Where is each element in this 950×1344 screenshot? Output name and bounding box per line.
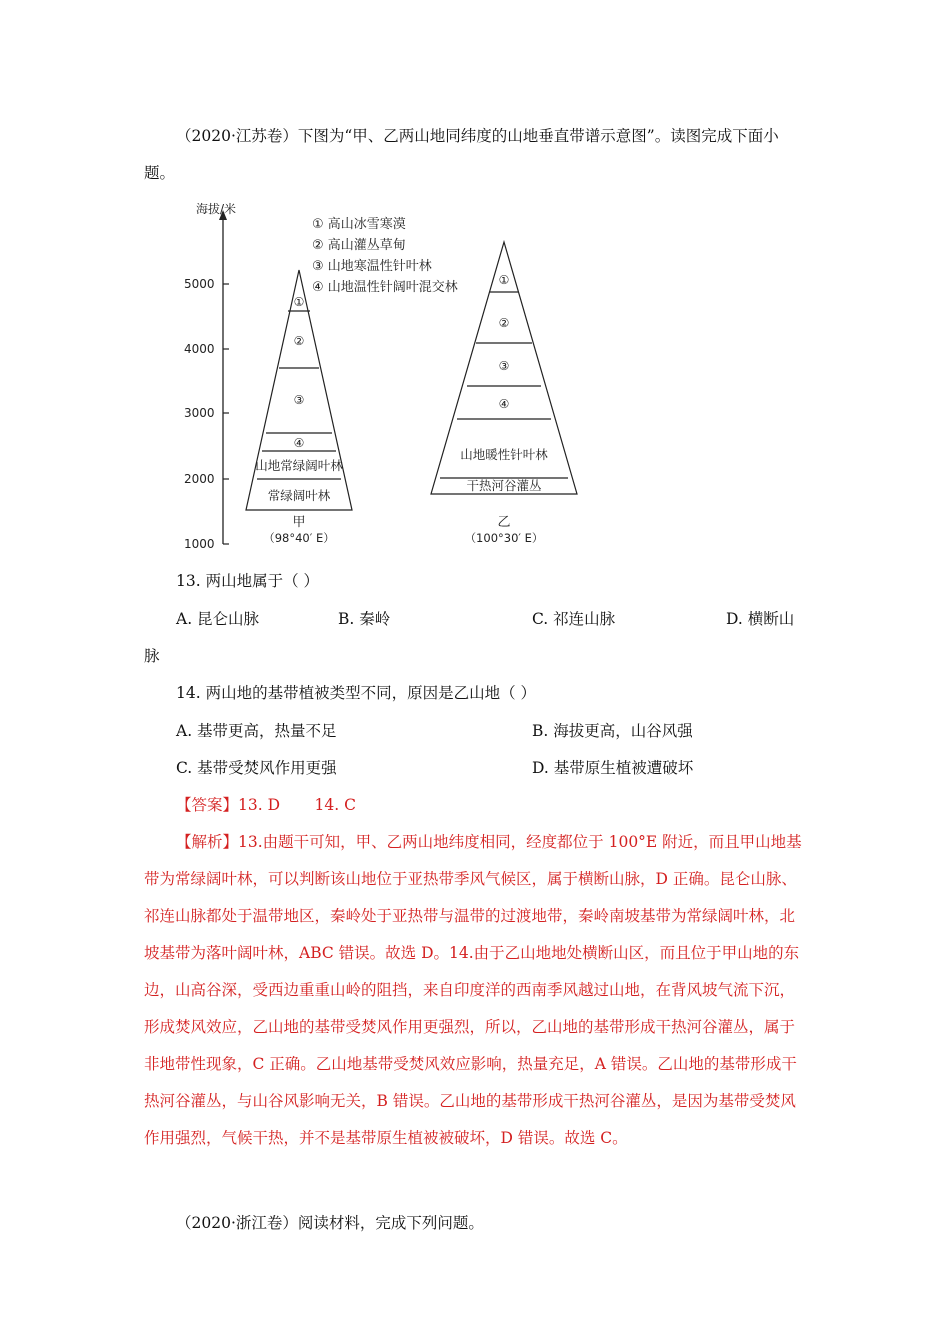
next-intro: （2020·浙江卷）阅读材料，完成下列问题。 bbox=[176, 1214, 484, 1232]
y-tick-label: 3000 bbox=[184, 406, 215, 420]
y-tick-label: 4000 bbox=[184, 342, 215, 356]
band-label: ③ bbox=[498, 359, 510, 373]
mountain-b-name: 乙 bbox=[497, 515, 511, 530]
q13-stem: 13. 两山地属于（ ） bbox=[176, 572, 320, 590]
q13-option-a: A. 昆仑山脉 bbox=[176, 610, 260, 628]
answer-value: 13. D 14. C bbox=[238, 796, 356, 814]
band-label: ③ bbox=[293, 393, 305, 407]
answer-line bbox=[176, 795, 356, 815]
y-axis-label: 海拔/米 bbox=[196, 202, 237, 216]
band-label: ④ bbox=[293, 436, 305, 450]
legend-item: ① 高山冰雪寒漠 bbox=[312, 217, 406, 232]
q14-stem: 14. 两山地的基带植被类型不同，原因是乙山地（ ） bbox=[176, 684, 537, 702]
band-label: ② bbox=[293, 334, 305, 348]
band-label: 干热河谷灌丛 bbox=[466, 478, 542, 493]
band-label: ④ bbox=[498, 397, 510, 411]
band-label: 常绿阔叶林 bbox=[267, 488, 331, 503]
band-label: 山地常绿阔叶林 bbox=[255, 458, 343, 473]
band-label: ① bbox=[498, 273, 510, 287]
band-label: ② bbox=[498, 316, 510, 330]
y-tick-label: 2000 bbox=[184, 472, 215, 486]
y-ticks bbox=[223, 284, 229, 544]
q13-option-c: C. 祁连山脉 bbox=[532, 610, 616, 628]
analysis-label: 【解析】 bbox=[176, 833, 239, 851]
answer-label: 【答案】 bbox=[176, 796, 239, 814]
vertical-zonation-diagram bbox=[180, 196, 600, 556]
q14-option-d: D. 基带原生植被遭破坏 bbox=[532, 759, 694, 777]
q13-option-d: D. 横断山 bbox=[726, 610, 795, 628]
q13-option-d-wrap: 脉 bbox=[144, 647, 160, 665]
q14-option-a: A. 基带更高，热量不足 bbox=[176, 722, 337, 740]
q14-option-b: B. 海拔更高，山谷风强 bbox=[532, 722, 693, 740]
band-label: 山地暖性针叶林 bbox=[460, 447, 548, 462]
analysis-text: 13.由题干可知，甲、乙两山地纬度相同，经度都位于 100°E 附近，而且甲山地基带为常绿阔叶林，可以判断该山地位于亚热带季风气候区，属于横断山脉，D 正确。昆仑山脉、祁连山脉都处于温带地区，秦岭处于亚热带与温带的过渡地带，秦岭南坡基带为常绿阔叶林，北坡基带为落叶阔叶林，ABC 错误。故选 D。14.由于乙山地地处横断山区，而且位于甲山地的东边，山高谷深，受西边重重山岭的阻挡，来自印度洋的西南季风越过山地，在背风坡气流下沉，形成焚风效应，乙山地的基带受焚风作用更强烈，所以，乙山地的基带形成干热河谷灌丛，属于非地带性现象，C 正确。乙山地基带受焚风效应影响，热量充足，A 错误。乙山地的基带形成干热河谷灌丛，与山谷风影响无关，B 错误。乙山地的基带形成干热河谷灌丛，是因为基带受焚风作用强烈，气候干热，并不是基带原生植被被破坏，D 错误。故选 C。 bbox=[144, 833, 802, 1147]
mountain-a-name: 甲 bbox=[292, 515, 306, 530]
legend-item: ② 高山灌丛草甸 bbox=[312, 238, 406, 253]
y-tick-label: 5000 bbox=[184, 277, 215, 291]
mountain-a-coord: （98°40′ E） bbox=[263, 531, 335, 545]
analysis-paragraph bbox=[144, 824, 806, 1157]
q13-option-b: B. 秦岭 bbox=[338, 610, 391, 628]
band-label: ① bbox=[293, 295, 305, 309]
legend-item: ④ 山地温性针阔叶混交林 bbox=[312, 280, 458, 295]
intro-paragraph: （2020·江苏卷）下图为“甲、乙两山地同纬度的山地垂直带谱示意图”。读图完成下面小题。 bbox=[144, 127, 779, 182]
mountain-b-coord: （100°30′ E） bbox=[464, 531, 544, 545]
q14-option-c: C. 基带受焚风作用更强 bbox=[176, 759, 337, 777]
y-tick-label: 1000 bbox=[184, 537, 215, 551]
legend-item: ③ 山地寒温性针叶林 bbox=[312, 259, 432, 274]
